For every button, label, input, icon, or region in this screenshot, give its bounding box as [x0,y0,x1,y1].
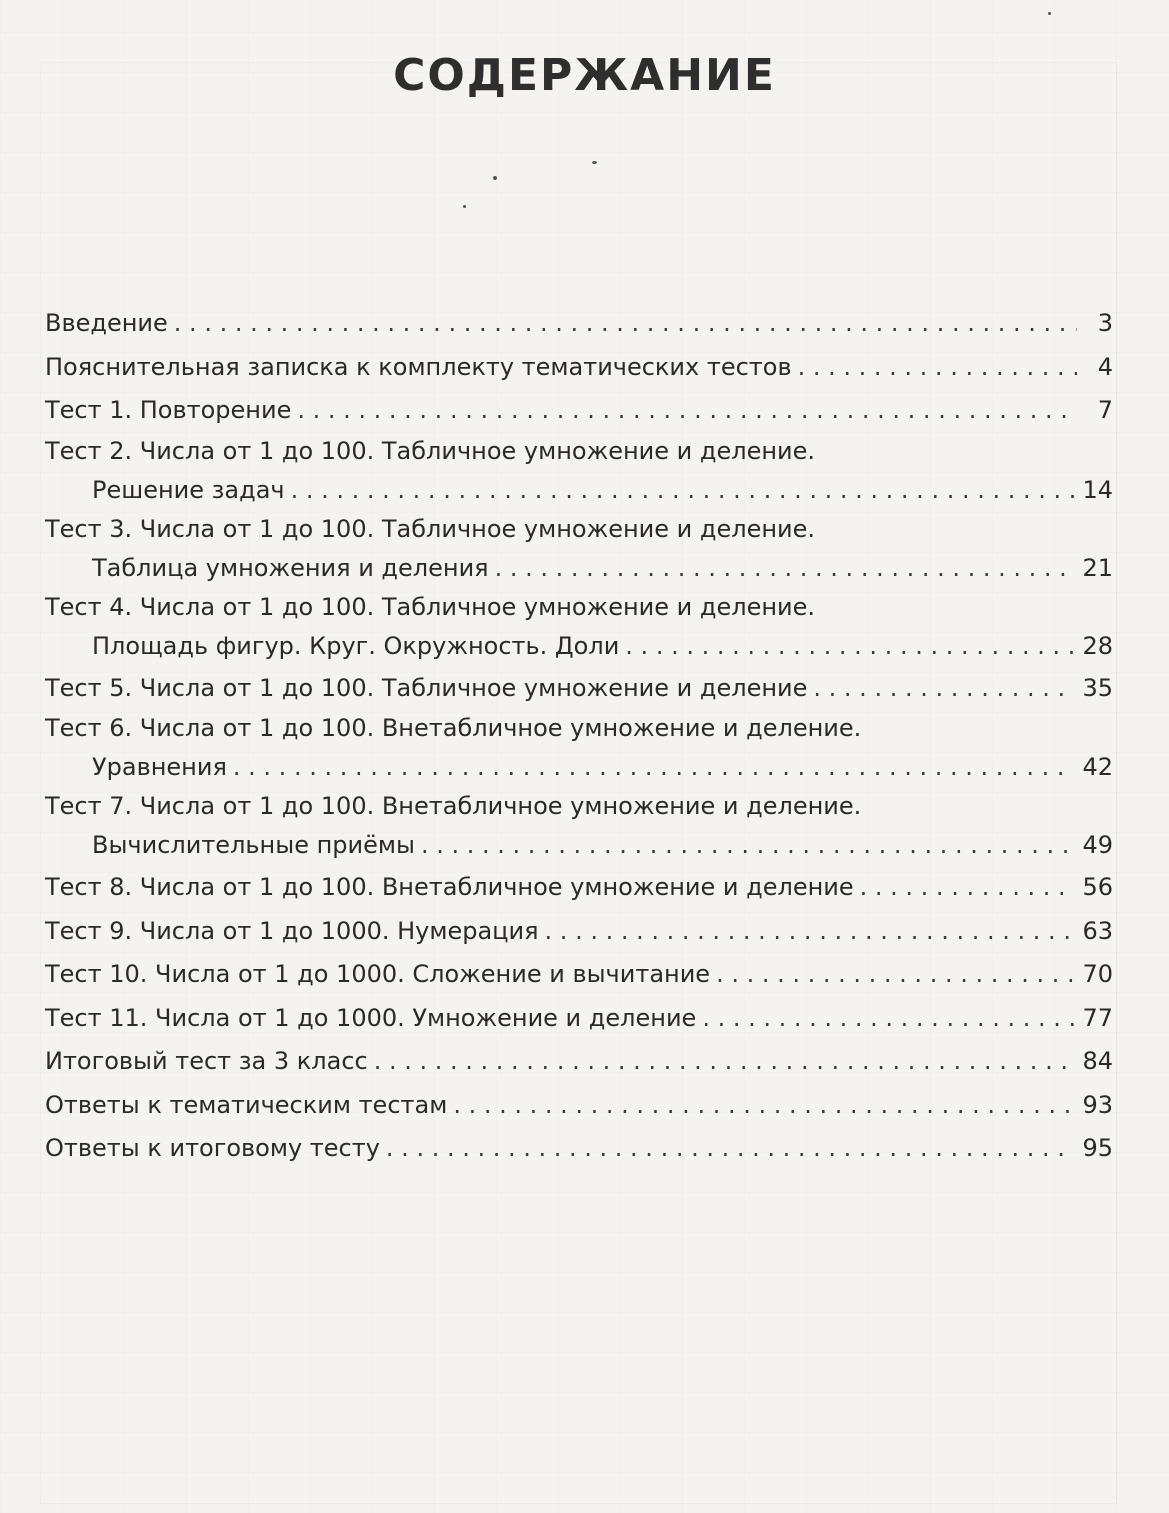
toc-entry-title: Тест 9. Числа от 1 до 1000. Нумерация [45,916,539,945]
dot-leader [625,626,1074,667]
toc-entry-title: Тест 2. Числа от 1 до 100. Табличное умножение и деление. [45,436,816,465]
toc-entry [45,710,1113,788]
toc-entry [45,667,1113,711]
toc-page-number: 14 [1082,475,1113,504]
dot-leader [545,910,1075,954]
toc-page-number: 42 [1082,753,1113,781]
toc-page-number: 70 [1082,960,1113,988]
toc-entry-continuation [45,825,1113,866]
toc-entry-line [45,910,1113,954]
toc-entry-continuation [45,626,1113,667]
toc-page-number: 77 [1082,1003,1113,1032]
toc-entry-line [45,389,1113,433]
toc-entry-line [45,1127,1113,1171]
toc-entry [45,953,1113,997]
toc-entry [45,910,1113,954]
toc-page-number: 49 [1082,831,1113,859]
toc-page-number: 21 [1082,553,1113,582]
dot-leader [374,1040,1075,1084]
toc-entry [45,1084,1113,1128]
dot-leader [297,389,1077,433]
toc-entry [45,997,1113,1041]
toc-entry-line [45,1040,1113,1084]
toc-entry-title: Площадь фигур. Круг. Окружность. Доли [92,631,620,660]
toc-page-number: 3 [1097,309,1113,337]
toc-page-number: 93 [1082,1090,1113,1119]
toc-entry [45,1040,1113,1084]
toc-entry-line [45,997,1113,1041]
toc-entry-title: Тест 4. Числа от 1 до 100. Табличное умножение и деление. [45,592,816,621]
toc-entry-title: Тест 3. Числа от 1 до 100. Табличное умножение и деление. [45,514,816,543]
toc-entry-line [45,433,1113,470]
toc-page-number: 56 [1082,873,1113,901]
toc-entry-line [45,589,1113,626]
toc-page-number: 63 [1082,916,1113,945]
toc-entry [45,302,1113,346]
toc-entry-title: Тест 7. Числа от 1 до 100. Внетабличное умножение и деление. [45,792,862,820]
dot-leader [174,302,1077,346]
dot-leader [495,548,1075,589]
toc-entry-line [45,953,1113,997]
toc-entry-line [45,667,1113,711]
dot-leader [813,667,1074,711]
toc-entry-line [45,710,1113,747]
dot-leader [798,346,1077,390]
dot-leader [860,866,1075,910]
toc-entry [45,511,1113,589]
toc-page-number: 95 [1082,1134,1113,1162]
toc-entry-title: Тест 5. Числа от 1 до 100. Табличное умножение и деление [45,673,808,702]
toc-entry-title: Тест 10. Числа от 1 до 1000. Сложение и вычитание [45,960,711,988]
toc-entry [45,788,1113,866]
toc-entry-title: Решение задач [92,475,285,504]
toc-entry-continuation [45,747,1113,788]
toc-entry [45,346,1113,390]
toc-entry [45,589,1113,667]
toc-entry [45,1127,1113,1171]
toc-entry [45,389,1113,433]
toc-entry-title: Тест 8. Числа от 1 до 100. Внетабличное умножение и деление [45,873,854,901]
dot-leader [453,1084,1074,1128]
toc-page-number: 7 [1097,396,1113,424]
dot-leader [291,470,1075,511]
dot-leader [421,825,1075,866]
toc-entry-line [45,346,1113,390]
toc-page-number: 35 [1082,673,1113,702]
dot-leader [702,997,1074,1041]
toc-entry-line [45,788,1113,825]
toc-entry-line [45,866,1113,910]
dot-leader [386,1127,1075,1171]
toc-entry-title: Ответы к тематическим тестам [45,1090,448,1119]
dot-leader [716,953,1074,997]
toc-entry-title: Введение [45,309,168,337]
toc-entry-title: Тест 1. Повторение [45,396,292,424]
toc-entry-title: Пояснительная записка к комплекту тематических тестов [45,352,792,381]
toc-entry-title: Уравнения [92,753,227,781]
table-of-contents [45,302,1113,1171]
toc-entry-continuation [45,548,1113,589]
toc-entry-title: Таблица умножения и деления [92,553,489,582]
page-title: СОДЕРЖАНИЕ [393,50,776,101]
toc-page-number: 4 [1097,352,1113,381]
toc-entry-line [45,1084,1113,1128]
dot-leader [233,747,1075,788]
toc-entry [45,866,1113,910]
toc-page-number: 28 [1082,631,1113,660]
toc-entry-title: Вычислительные приёмы [92,831,415,859]
toc-entry-continuation [45,470,1113,511]
toc-entry [45,433,1113,511]
toc-entry-title: Тест 6. Числа от 1 до 100. Внетабличное умножение и деление. [45,714,862,742]
toc-entry-title: Тест 11. Числа от 1 до 1000. Умножение и деление [45,1003,697,1032]
toc-entry-title: Ответы к итоговому тесту [45,1134,380,1162]
toc-page-number: 84 [1082,1047,1113,1075]
toc-entry-line [45,302,1113,346]
toc-entry-title: Итоговый тест за 3 класс [45,1047,368,1075]
toc-entry-line [45,511,1113,548]
